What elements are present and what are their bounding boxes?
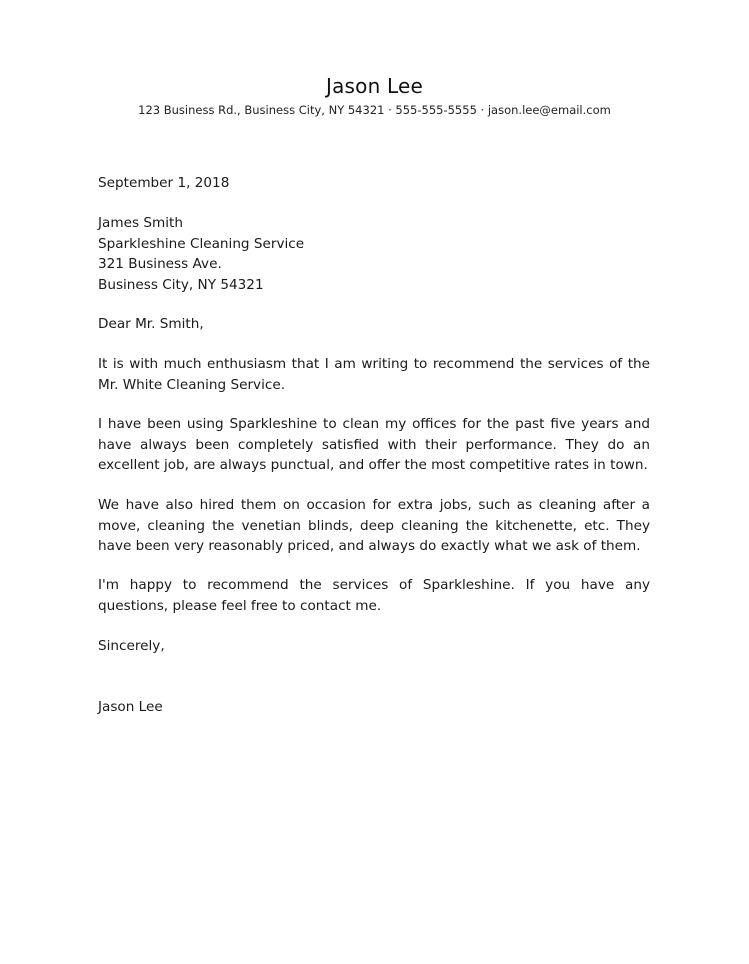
letter-date: September 1, 2018 <box>98 175 230 191</box>
salutation: Dear Mr. Smith, <box>98 316 204 332</box>
recipient-street: 321 Business Ave. <box>98 256 222 272</box>
recipient-name: James Smith <box>98 215 183 231</box>
body-paragraph-3: We have also hired them on occasion for extra jobs, such as cleaning after a move, cleaning the venetian blinds, deep cleaning the kitchenette, etc. They have been very reasonably priced, and always do exactly what we ask of them. <box>98 497 650 554</box>
body-paragraph-1: It is with much enthusiasm that I am writing to recommend the services of the Mr. White Cleaning Service. <box>98 356 650 393</box>
sender-contact-line: 123 Business Rd., Business City, NY 54321 · 555-555-5555 · jason.lee@email.com <box>138 103 611 117</box>
closing: Sincerely, <box>98 638 165 654</box>
body-paragraph-2: I have been using Sparkleshine to clean my offices for the past five years and have always been completely satisfied with their performance. They do an excellent job, are always punctual, and offer the most competitive rates in town. <box>98 416 650 473</box>
recipient-company: Sparkleshine Cleaning Service <box>98 235 305 252</box>
recipient-city: Business City, NY 54321 <box>98 276 264 293</box>
recipient-address-block <box>98 213 650 295</box>
signature-name: Jason Lee <box>98 699 163 715</box>
body-paragraph-4: I'm happy to recommend the services of Sparkleshine. If you have any questions, please feel free to contact me. <box>98 577 650 614</box>
sender-name: Jason Lee <box>325 74 424 98</box>
